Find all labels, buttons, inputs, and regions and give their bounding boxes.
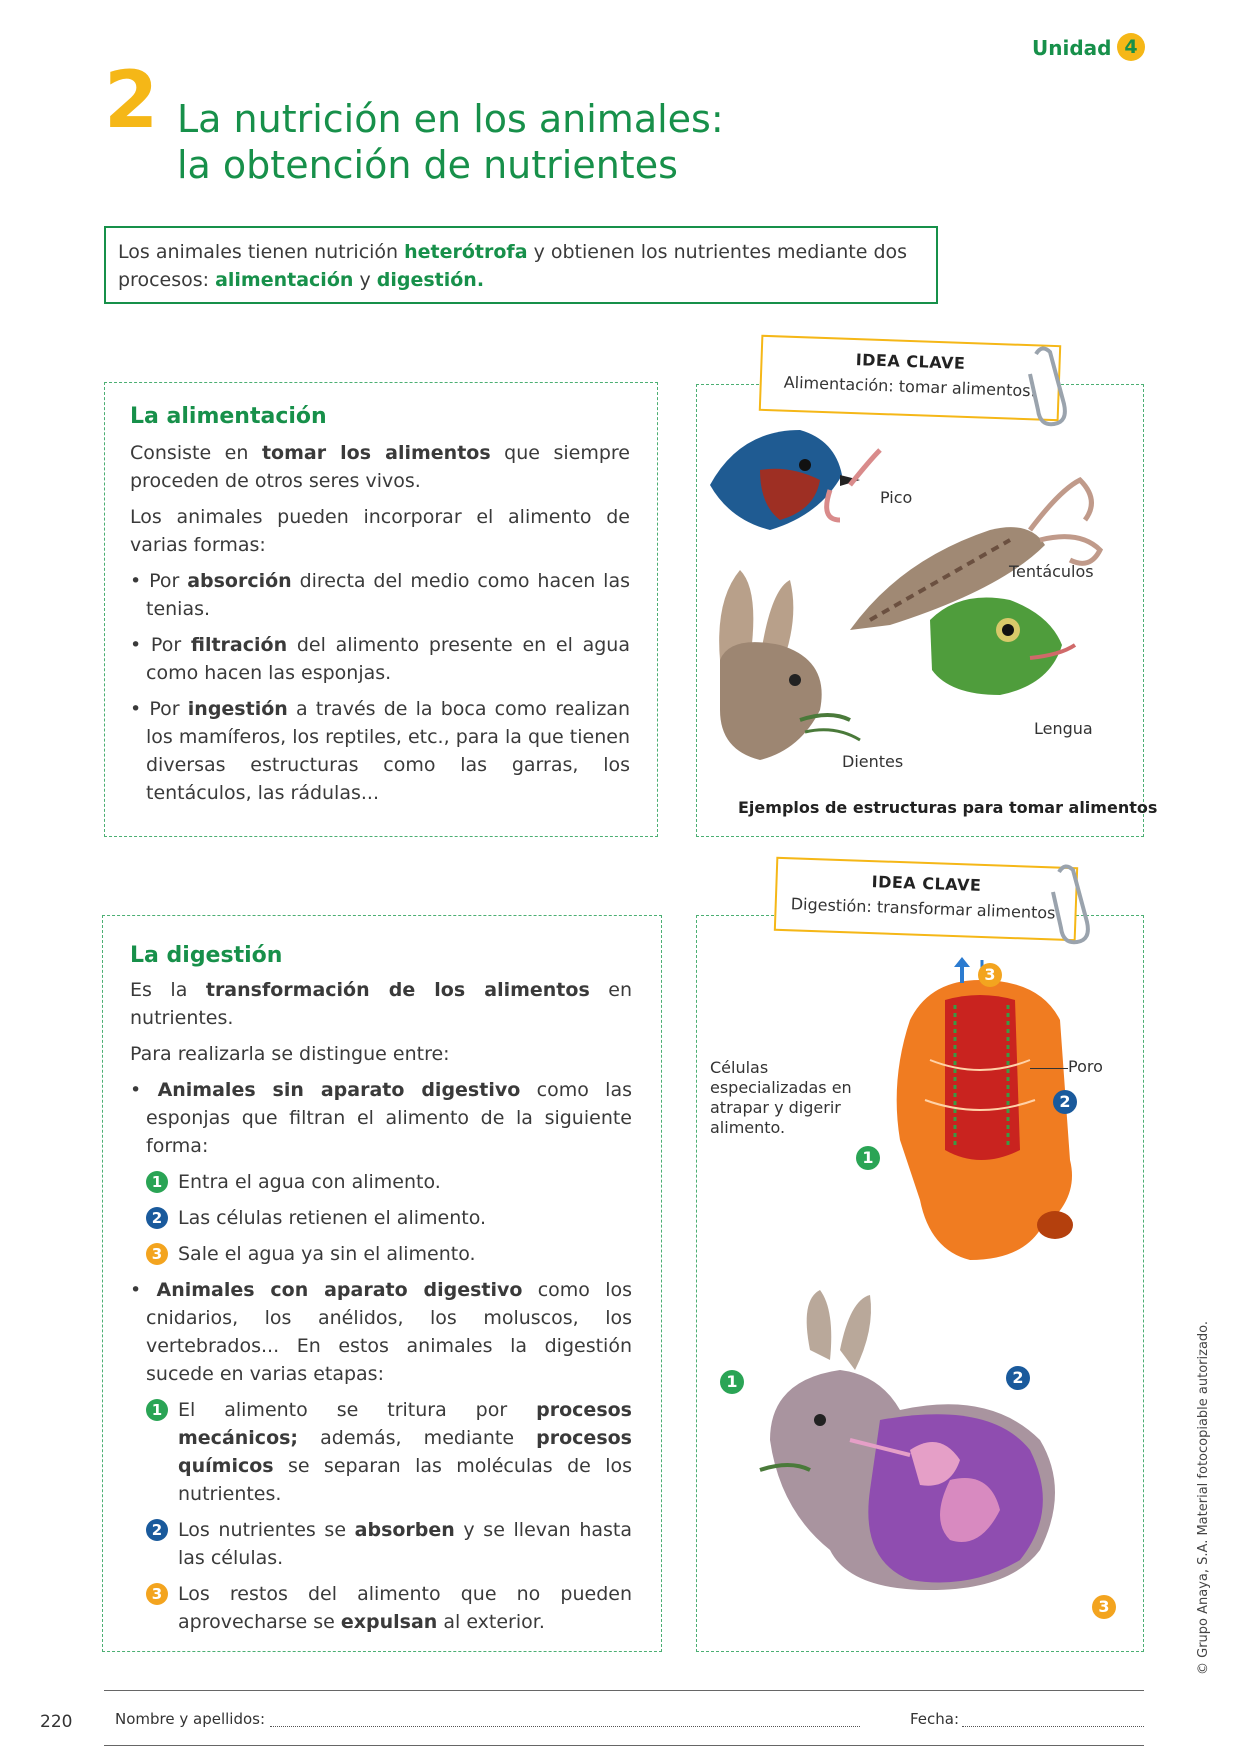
step-number-3: 3 — [146, 1243, 168, 1265]
stage-1: 1 El alimento se tritura por procesos mecánicos; además, mediante procesos químicos se separan las moléculas de los nutrientes. — [146, 1396, 632, 1508]
intro-bold-digestion: digestión. — [376, 269, 485, 291]
stage-number-1: 1 — [146, 1399, 168, 1421]
unit-label: Unidad — [1032, 36, 1112, 60]
swallow-head-image — [710, 430, 880, 530]
name-label: Nombre y apellidos: — [115, 1710, 266, 1728]
up-arrow-icon — [950, 955, 974, 985]
label-tentaculos: Tentáculos — [1009, 562, 1094, 581]
bullet-con-aparato: • Animales con aparato digestivo como los cnidarios, los anélidos, los moluscos, los vertebrados... En estos animales la digestión sucede en varias etapas: — [130, 1279, 632, 1385]
intro-box — [104, 226, 938, 304]
poro-leader-line — [1030, 1068, 1068, 1069]
rabbit-anatomy-illustration — [730, 1290, 1090, 1620]
rabbit-head-image — [719, 570, 860, 760]
intro-text: Los animales tienen nutrición — [118, 241, 405, 263]
paperclip-icon — [1045, 862, 1095, 952]
label-poro: Poro — [1068, 1057, 1103, 1076]
title-line-2: la obtención de nutrientes — [177, 143, 678, 187]
intro-bold-heterotrofa: heterótrofa — [404, 241, 528, 263]
sponge-step-1-badge: 1 — [856, 1146, 880, 1170]
alimentacion-title: La alimentación — [130, 404, 327, 429]
bullet-sin-aparato: • Animales sin aparato digestivo como las esponjas que filtran el alimento de la siguiente forma: — [130, 1079, 633, 1157]
page-title — [177, 96, 724, 188]
title-line-1: La nutrición en los animales: — [177, 97, 724, 141]
intro-bold-alimentacion: alimentación — [215, 269, 354, 291]
bullet-filtracion: • Por filtración del alimento presente en el agua como hacen las esponjas. — [130, 634, 630, 684]
step-3: 3 Sale el agua ya sin el alimento. — [146, 1240, 632, 1268]
footer-bottom-line — [104, 1745, 1144, 1746]
paragraph: Para realizarla se distingue entre: — [130, 1043, 450, 1065]
stage-2: 2 Los nutrientes se absorben y se llevan hasta las células. — [146, 1516, 632, 1572]
paragraph: Es la transformación de los alimentos en nutrientes. — [130, 979, 633, 1029]
label-pico: Pico — [880, 488, 913, 507]
step-2: 2 Las células retienen el alimento. — [146, 1204, 632, 1232]
paragraph: Los animales pueden incorporar el alimento de varias formas: — [130, 506, 630, 556]
page-number: 220 — [40, 1712, 73, 1732]
stage-number-3: 3 — [146, 1583, 168, 1605]
intro-text: y obtienen los nutrientes mediante dos procesos: — [118, 241, 908, 291]
rabbit-step-3-badge: 3 — [1092, 1595, 1116, 1619]
paragraph: Consiste en tomar los alimentos que siempre proceden de otros seres vivos. — [130, 442, 630, 492]
idea-clave-text: Alimentación: tomar alimentos. — [783, 372, 1036, 401]
sponge-illustration — [870, 960, 1100, 1280]
intro-text: y — [353, 269, 377, 291]
bullet-ingestion: • Por ingestión a través de la boca como realizan los mamíferos, los reptiles, etc., para la que tienen diversas estructuras como las garras, los tentáculos, las rádulas... — [130, 698, 630, 804]
alimentacion-text — [130, 439, 630, 807]
idea-clave-alimentacion — [759, 335, 1061, 421]
sponge-step-2-badge: 2 — [1053, 1090, 1077, 1114]
footer-top-line — [104, 1690, 1144, 1691]
idea-clave-text: Digestión: transformar alimentos. — [790, 894, 1061, 923]
idea-clave-digestion — [774, 857, 1078, 941]
stage-3: 3 Los restos del alimento que no pueden aprovecharse se expulsan al exterior. — [146, 1580, 632, 1636]
digestion-text — [130, 976, 632, 1636]
copyright-notice: © Grupo Anaya, S.A. Material fotocopiable autorizado. — [1196, 1320, 1211, 1675]
date-field[interactable] — [962, 1726, 1144, 1727]
label-cells: Células especializadas en atrapar y digerir alimento. — [710, 1058, 852, 1137]
label-dientes: Dientes — [842, 752, 904, 771]
rabbit-step-1-badge: 1 — [720, 1370, 744, 1394]
date-label: Fecha: — [910, 1710, 960, 1728]
label-lengua: Lengua — [1034, 719, 1093, 738]
bullet-absorcion: • Por absorción directa del medio como hacen las tenias. — [130, 570, 630, 620]
rabbit-step-2-badge: 2 — [1006, 1366, 1030, 1390]
figure1-caption: Ejemplos de estructuras para tomar alimentos — [738, 798, 1158, 817]
sponge-step-3-badge: 3 — [978, 963, 1002, 987]
unit-number-badge: 4 — [1117, 33, 1145, 61]
step-number-1: 1 — [146, 1171, 168, 1193]
digestion-content — [130, 943, 632, 1644]
idea-clave-heading: IDEA CLAVE — [871, 872, 982, 895]
lesson-number: 2 — [104, 56, 159, 146]
stage-number-2: 2 — [146, 1519, 168, 1541]
name-field[interactable] — [270, 1726, 860, 1727]
alimentacion-content — [130, 404, 630, 815]
step-number-2: 2 — [146, 1207, 168, 1229]
step-1: 1 Entra el agua con alimento. — [146, 1168, 632, 1196]
digestion-title: La digestión — [130, 943, 283, 968]
idea-clave-heading: IDEA CLAVE — [855, 350, 966, 373]
